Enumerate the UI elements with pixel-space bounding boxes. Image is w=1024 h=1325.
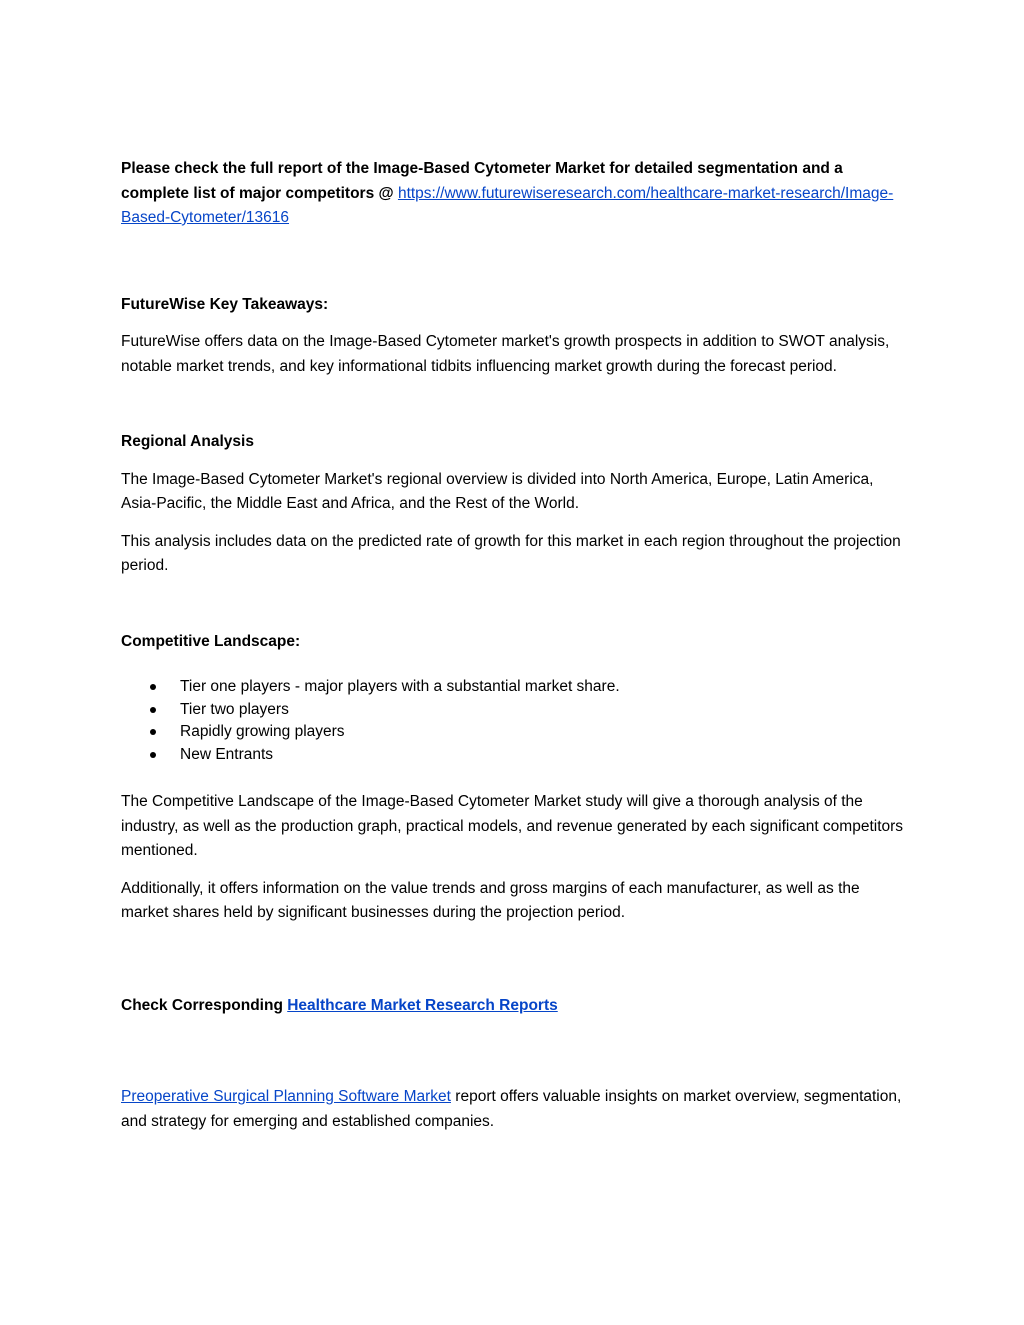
related-report-text: report offers valuable insights on market overview, segmentation, and strategy for emerging and established companies. [121, 1088, 902, 1130]
document-page [121, 157, 906, 1134]
bullet-icon [150, 707, 156, 713]
bullet-icon [150, 729, 156, 735]
list-item-text: Tier one players - major players with a substantial market share. [180, 678, 620, 695]
takeaways-heading: FutureWise Key Takeaways: [121, 295, 329, 313]
list-item [180, 721, 906, 744]
competitive-body-2: Additionally, it offers information on the value trends and gross margins of each manufacturer, as well as the market shares held by significant businesses during the projection period. [121, 879, 860, 921]
related-report-link[interactable]: Preoperative Surgical Planning Software Market [121, 1088, 451, 1105]
takeaways-body: FutureWise offers data on the Image-Based Cytometer market's growth prospects in addition to SWOT analysis, notable market trends, and key informational tidbits influencing market growth during the forecast period. [121, 333, 890, 375]
bullet-icon [150, 752, 156, 758]
list-item [180, 676, 906, 699]
regional-heading: Regional Analysis [121, 433, 254, 450]
full-report-link[interactable]: https://www.futurewiseresearch.com/healthcare-market-research/Image-Based-Cytometer/13616 [121, 184, 894, 226]
list-item [180, 699, 906, 722]
regional-body-2: This analysis includes data on the predicted rate of growth for this market in each region throughout the projection period. [121, 532, 901, 574]
intro-text: Please check the full report of the Image-Based Cytometer Market for detailed segmentation and a complete list of major competitors @ [121, 160, 843, 202]
list-item-text: Tier two players [180, 700, 289, 718]
list-item-text: Rapidly growing players [180, 723, 345, 740]
intro-paragraph [121, 157, 906, 231]
corresponding-prefix: Check Corresponding [121, 996, 288, 1014]
related-report-paragraph [121, 1085, 906, 1134]
competitive-bullet-list [121, 676, 906, 766]
corresponding-line [121, 994, 906, 1019]
healthcare-reports-link[interactable]: Healthcare Market Research Reports [287, 996, 558, 1014]
bullet-icon [150, 684, 156, 690]
list-item [180, 744, 906, 767]
regional-body-1: The Image-Based Cytometer Market's regional overview is divided into North America, Europe, Latin America, Asia-Pacific, the Middle East and Africa, and the Rest of the World. [121, 470, 874, 512]
competitive-heading: Competitive Landscape: [121, 632, 301, 650]
competitive-body-1: The Competitive Landscape of the Image-Based Cytometer Market study will give a thorough analysis of the industry, as well as the production graph, practical models, and revenue generated by each significant competitors mentioned. [121, 793, 904, 859]
list-item-text: New Entrants [180, 745, 274, 763]
